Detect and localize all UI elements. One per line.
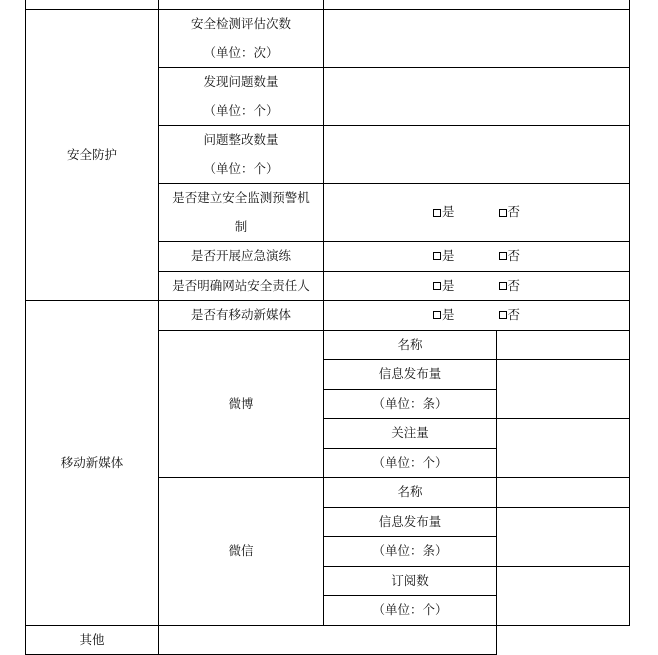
yes-no-options bbox=[324, 242, 629, 271]
checkbox-icon[interactable] bbox=[433, 311, 441, 319]
option-yes[interactable] bbox=[433, 272, 455, 301]
table-row bbox=[26, 10, 630, 68]
field-label-line: 是否开展应急演练 bbox=[190, 248, 291, 263]
value-cell[interactable] bbox=[497, 507, 630, 566]
field-label-line: 是否建立安全监测预警机 bbox=[172, 190, 310, 205]
field-label-line: 问题整改数量 bbox=[203, 132, 279, 147]
field-label bbox=[159, 271, 324, 301]
subsection-label-wechat: 微信 bbox=[159, 478, 324, 626]
field-label bbox=[159, 184, 324, 242]
checkbox-icon[interactable] bbox=[499, 252, 507, 260]
table-row bbox=[26, 301, 630, 331]
option-yes-label: 是 bbox=[441, 248, 455, 263]
field-label-line: 是否有移动新媒体 bbox=[190, 307, 291, 322]
empty-cell bbox=[26, 0, 159, 10]
table-row bbox=[26, 625, 630, 655]
yes-no-options bbox=[324, 301, 629, 330]
field-label-line: 是否明确网站安全责任人 bbox=[172, 277, 310, 293]
yes-no-cell bbox=[324, 184, 630, 242]
option-yes-label: 是 bbox=[441, 307, 455, 322]
subsection-label-weibo: 微博 bbox=[159, 330, 324, 478]
field-label bbox=[159, 10, 324, 68]
checkbox-icon[interactable] bbox=[433, 282, 441, 290]
value-cell[interactable] bbox=[159, 625, 497, 655]
value-cell[interactable] bbox=[324, 126, 630, 184]
option-no[interactable] bbox=[499, 242, 521, 271]
field-label-line: 关注量 bbox=[324, 419, 497, 449]
option-no-label: 否 bbox=[507, 277, 521, 293]
value-cell[interactable] bbox=[497, 419, 630, 478]
value-cell[interactable] bbox=[497, 478, 630, 508]
field-unit-line: （单位：个） bbox=[324, 448, 497, 478]
value-cell[interactable] bbox=[324, 10, 630, 68]
field-unit-line: （单位：个） bbox=[203, 102, 279, 118]
option-yes-label: 是 bbox=[441, 204, 455, 220]
value-cell[interactable] bbox=[324, 0, 630, 10]
option-yes-label: 是 bbox=[441, 277, 455, 293]
field-label-line: 发现问题数量 bbox=[203, 74, 279, 89]
value-cell[interactable] bbox=[497, 566, 630, 625]
field-label bbox=[159, 126, 324, 184]
yes-no-cell bbox=[324, 271, 630, 301]
empty-cell bbox=[159, 0, 324, 10]
option-yes[interactable] bbox=[433, 198, 455, 227]
yes-no-cell bbox=[324, 242, 630, 272]
field-label-line: 安全检测评估次数 bbox=[190, 16, 291, 31]
field-label bbox=[159, 242, 324, 272]
field-unit-line: （单位：次） bbox=[203, 44, 279, 60]
option-no[interactable] bbox=[499, 301, 521, 330]
field-label-line: 制 bbox=[234, 218, 248, 234]
yes-no-options bbox=[324, 272, 629, 301]
field-label: 名称 bbox=[324, 330, 497, 360]
field-unit-line: （单位：个） bbox=[203, 160, 279, 176]
field-label bbox=[159, 301, 324, 331]
yes-no-cell bbox=[324, 301, 630, 331]
field-label bbox=[159, 68, 324, 126]
option-no-label: 否 bbox=[507, 248, 521, 263]
value-cell[interactable] bbox=[497, 360, 630, 419]
option-yes[interactable] bbox=[433, 301, 455, 330]
option-no[interactable] bbox=[499, 272, 521, 301]
field-unit-line: （单位：个） bbox=[324, 596, 497, 626]
field-label-line: 信息发布量 bbox=[324, 360, 497, 390]
option-no-label: 否 bbox=[507, 307, 521, 322]
field-label: 其他 bbox=[26, 625, 159, 655]
checkbox-icon[interactable] bbox=[499, 209, 507, 217]
value-cell[interactable] bbox=[324, 68, 630, 126]
checkbox-icon[interactable] bbox=[499, 282, 507, 290]
value-cell[interactable] bbox=[497, 330, 630, 360]
yes-no-options bbox=[324, 198, 629, 227]
field-label-line: 信息发布量 bbox=[324, 507, 497, 537]
report-form-table bbox=[25, 0, 630, 655]
section-label-mobile: 移动新媒体 bbox=[26, 301, 159, 626]
field-unit-line: （单位：条） bbox=[324, 389, 497, 419]
option-no-label: 否 bbox=[507, 204, 521, 220]
field-unit-line: （单位：条） bbox=[324, 537, 497, 567]
field-label-line: 订阅数 bbox=[324, 566, 497, 596]
field-label: 名称 bbox=[324, 478, 497, 508]
checkbox-icon[interactable] bbox=[499, 311, 507, 319]
section-label-security: 安全防护 bbox=[26, 10, 159, 301]
checkbox-icon[interactable] bbox=[433, 252, 441, 260]
option-yes[interactable] bbox=[433, 242, 455, 271]
checkbox-icon[interactable] bbox=[433, 209, 441, 217]
table-row bbox=[26, 0, 630, 10]
option-no[interactable] bbox=[499, 198, 521, 227]
